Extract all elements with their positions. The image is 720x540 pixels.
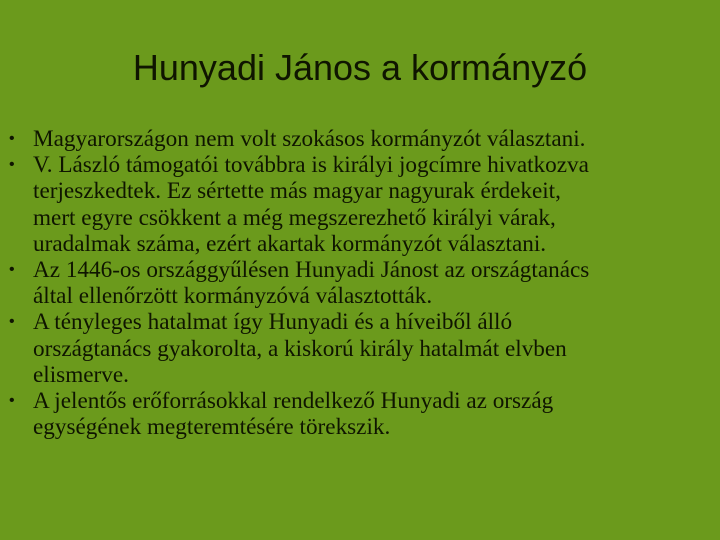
bullet-text-line: terjeszkedtek. Ez sértette más magyar nagyurak érdekeit, <box>33 178 561 205</box>
bullet-dot-icon: • <box>9 130 15 147</box>
bullet-list <box>0 126 720 440</box>
bullet-text-line: elismerve. <box>33 361 129 388</box>
bullet-dot-icon: • <box>9 313 15 331</box>
bullet-item <box>0 309 720 388</box>
bullet-item <box>0 257 720 309</box>
bullet-text-line: egységének megteremtésére törekszik. <box>33 414 391 441</box>
bullet-dot-icon: • <box>9 261 15 279</box>
bullet-text-line: Magyarországon nem volt szokásos kormányzót választani. <box>33 126 586 152</box>
bullet-dot-icon: • <box>9 392 15 410</box>
bullet-item <box>0 126 720 152</box>
bullet-text-line: A jelentős erőforrásokkal rendelkező Hunyadi az ország <box>33 388 554 415</box>
slide-title: Hunyadi János a kormányzó <box>132 47 588 88</box>
bullet-item <box>0 152 720 257</box>
bullet-text-line: mert egyre csökkent a még megszerezhető királyi várak, <box>33 204 556 231</box>
bullet-text-line: V. László támogatói továbbra is királyi jogcímre hivatkozva <box>33 152 589 179</box>
bullet-text-line: Az 1446-os országgyűlésen Hunyadi Jánost az országtanács <box>33 257 590 284</box>
bullet-text-line: uradalmak száma, ezért akartak kormányzót választani. <box>33 230 547 257</box>
bullet-text-line: A tényleges hatalmat így Hunyadi és a híveiből álló <box>33 309 513 336</box>
bullet-text-line: országtanács gyakorolta, a kiskorú király hatalmát elvben <box>33 335 567 362</box>
bullet-item <box>0 388 720 440</box>
bullet-text-line: által ellenőrzött kormányzóvá választották. <box>33 283 433 310</box>
bullet-dot-icon: • <box>9 156 15 174</box>
